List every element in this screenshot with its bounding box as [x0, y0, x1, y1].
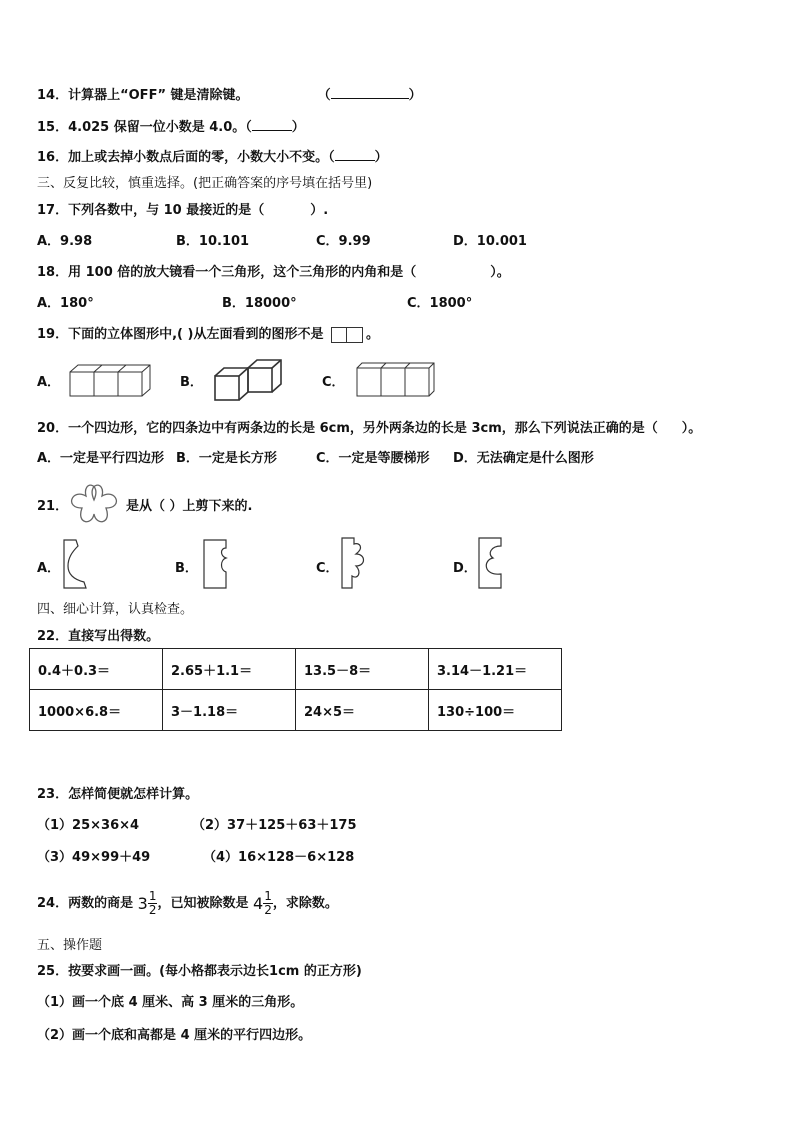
answer-blank[interactable] — [252, 118, 292, 131]
section-5-heading: 五、操作题 — [37, 938, 103, 953]
q16-text: 16．加上或去掉小数点后面的零，小数大小不变。（ — [37, 150, 335, 165]
section-4-heading: 四、细心计算，认真检查。 — [37, 602, 194, 617]
q17-option-b[interactable]: B．10.101 — [176, 234, 250, 249]
question-23: 23．怎样简便就怎样计算。 — [37, 787, 199, 802]
q17-stem: 17．下列各数中，与 10 最接近的是（ — [37, 203, 265, 218]
q20-option-a[interactable]: A．一定是平行四边形 — [37, 451, 165, 466]
q18-stem: 18．用 100 倍的放大镜看一个三角形，这个三角形的内角和是（ — [37, 265, 417, 280]
question-20 — [37, 417, 701, 436]
section-3-heading: 三、反复比较，慎重选择。(把正确答案的序号填在括号里) — [37, 176, 373, 191]
q14-paren-open: （ — [317, 88, 331, 103]
question-17 — [37, 199, 328, 218]
question-19 — [37, 323, 379, 343]
table-row — [30, 690, 562, 731]
folded-paper-figure-d — [477, 536, 511, 590]
q18-option-c[interactable]: C．1800° — [407, 296, 473, 311]
q14-paren-close: ） — [408, 88, 422, 103]
q20-stem-end: ）。 — [681, 421, 702, 436]
calc-cell[interactable]: 24×5＝ — [296, 690, 429, 731]
q20-option-b[interactable]: B．一定是长方形 — [176, 451, 277, 466]
question-14 — [37, 84, 422, 103]
q17-stem-end: ）. — [310, 203, 329, 218]
calc-cell[interactable]: 3－1.18＝ — [163, 690, 296, 731]
table-row — [30, 649, 562, 690]
q25-item-1: （1）画一个底 4 厘米、高 3 厘米的三角形。 — [37, 995, 304, 1010]
calc-cell[interactable]: 3.14－1.21＝ — [429, 649, 562, 690]
answer-blank[interactable] — [335, 148, 375, 161]
answer-blank[interactable] — [331, 86, 409, 99]
q23-item-3: （3）49×99＋49 — [37, 850, 151, 865]
q24-pre: 24．两数的商是 — [37, 896, 134, 911]
fraction-denominator: 2 — [264, 903, 272, 917]
cube-l-figure-b — [212, 356, 284, 402]
q21-option-b[interactable]: B． — [175, 561, 198, 576]
calc-cell[interactable]: 130÷100＝ — [429, 690, 562, 731]
question-24 — [37, 890, 338, 917]
fraction-denominator: 2 — [148, 903, 157, 917]
q18-option-b[interactable]: B．18000° — [222, 296, 297, 311]
q18-stem-end: ）。 — [490, 265, 510, 280]
folded-paper-figure-c — [340, 536, 374, 590]
q21-option-c[interactable]: C． — [316, 561, 339, 576]
q24-whole-2: 4 — [253, 894, 264, 913]
question-15 — [37, 116, 305, 135]
calc-cell[interactable]: 13.5－8＝ — [296, 649, 429, 690]
q21-stem: 是从（ ）上剪下来的. — [126, 499, 253, 514]
q23-item-1: （1）25×36×4 — [37, 818, 140, 833]
q20-stem: 20．一个四边形，它的四条边中有两条边的长是 6cm，另外两条边的长是 3cm，那么下列说法正确的是（ — [37, 421, 658, 436]
q19-stem-end: 。 — [365, 327, 379, 342]
q21-number: 21． — [37, 499, 69, 514]
q17-option-a[interactable]: A．9.98 — [37, 234, 93, 249]
mental-math-table — [29, 648, 562, 731]
q24-whole-1: 3 — [137, 894, 148, 913]
question-22: 22．直接写出得数。 — [37, 629, 160, 644]
q21-option-d[interactable]: D． — [453, 561, 477, 576]
folded-paper-figure-a — [62, 538, 96, 590]
q17-option-c[interactable]: C．9.99 — [316, 234, 371, 249]
calc-cell[interactable]: 2.65＋1.1＝ — [163, 649, 296, 690]
q19-option-b[interactable]: B． — [180, 375, 203, 390]
q16-paren-close: ） — [374, 150, 388, 165]
calc-cell[interactable]: 0.4＋0.3＝ — [30, 649, 163, 690]
cube-row-figure-c — [355, 360, 435, 398]
q19-stem: 19．下面的立体图形中,( )从左面看到的图形不是 — [37, 327, 324, 342]
q23-item-4: （4）16×128－6×128 — [203, 850, 355, 865]
q15-text: 15．4.025 保留一位小数是 4.0。（ — [37, 120, 252, 135]
q24-post: ，求除数。 — [272, 896, 338, 911]
question-18 — [37, 261, 510, 280]
fraction-1 — [148, 890, 158, 917]
q20-option-c[interactable]: C．一定是等腰梯形 — [316, 451, 430, 466]
fraction-2 — [263, 890, 273, 917]
q15-paren-close: ） — [291, 120, 305, 135]
cube-row-figure-a — [68, 362, 152, 398]
question-16 — [37, 146, 388, 165]
folded-paper-figure-b — [202, 538, 236, 590]
q21-option-a[interactable]: A． — [37, 561, 61, 576]
q19-option-c[interactable]: C． — [322, 375, 345, 390]
q25-item-2: （2）画一个底和高都是 4 厘米的平行四边形。 — [37, 1028, 312, 1043]
q17-option-d[interactable]: D．10.001 — [453, 234, 527, 249]
q20-option-d[interactable]: D．无法确定是什么图形 — [453, 451, 594, 466]
q18-option-a[interactable]: A．180° — [37, 296, 94, 311]
fraction-numerator: 1 — [148, 889, 157, 903]
question-25: 25．按要求画一画。(每小格都表示边长1cm 的正方形) — [37, 964, 362, 979]
q24-mid: ，已知被除数是 — [157, 896, 249, 911]
two-square-view-icon — [331, 327, 363, 343]
q23-item-2: （2）37＋125＋63＋175 — [192, 818, 357, 833]
q19-option-a[interactable]: A． — [37, 375, 61, 390]
clover-shape-figure — [66, 478, 122, 528]
calc-cell[interactable]: 1000×6.8＝ — [30, 690, 163, 731]
q14-text: 14．计算器上“OFF” 键是清除键。 — [37, 88, 249, 103]
fraction-numerator: 1 — [264, 889, 272, 903]
